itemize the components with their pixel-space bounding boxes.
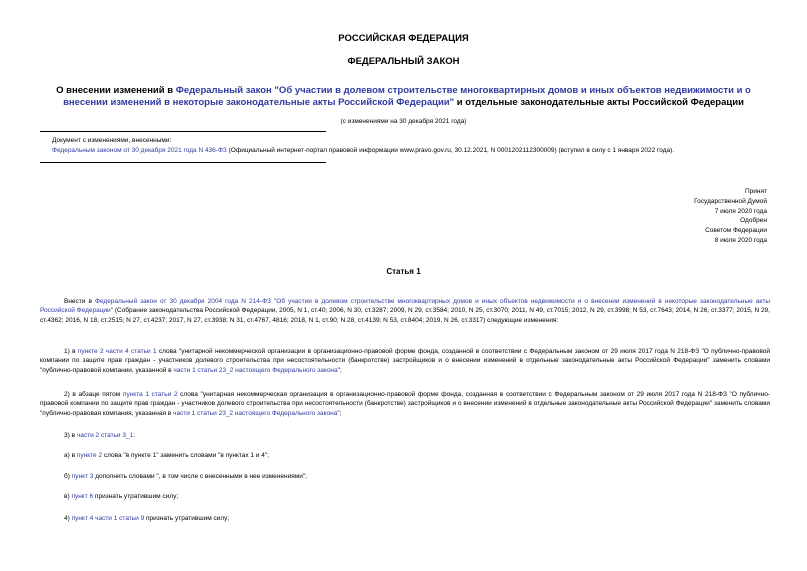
intro-text-2: (Собрание законодательства Российской Федерации, 2005, N 1, ст.40; 2006, N 30, ст.3287; 2009, N 29, ст.3584; 2010, N 25, ст.3070; 2011, N 49, ст.7015; 2012, N 29, ст.3998; N 53, ст.7643; 2014, N 26, ст.3377; 2015, N 29, ст.4362; 2016, N 18, ст.2515; N 27, ст.4237; 2017, N 27, ст.3938; N 31, ст.4767, 4816; 2018, N 1, ст.90; N 28, ст.4139; N 53, ст.8404; 2019, N 26, ст.3317) следующие изменения: — [40, 307, 770, 324]
p4-link-1[interactable]: пункт 4 части 1 статьи 9 — [71, 515, 145, 522]
divider-bottom — [40, 162, 326, 163]
amended-note: (с изменениями на 30 декабря 2021 года) — [340, 118, 467, 125]
law-title — [40, 85, 767, 109]
paragraph-3 — [40, 431, 770, 440]
pa-link-1[interactable]: пункте 2 — [76, 452, 103, 459]
adoption-line-4: Одобрен — [740, 217, 767, 225]
adoption-line-6: 8 июля 2020 года — [714, 236, 767, 244]
p2-link-1[interactable]: пункта 1 статьи 2 — [122, 391, 178, 398]
title-law-link[interactable]: Федеральный закон "Об участии в долевом строительстве многоквартирных домов и иных объектов недвижимости и о внесении изменений в некоторые законодательные акты Российской Федерации" — [63, 85, 751, 108]
paragraph-2 — [40, 390, 770, 418]
article-title: Статья 1 — [386, 267, 421, 276]
doc-note-rest: (Официальный интернет-портал правовой информации www.pravo.gov.ru, 30.12.2021, N 0001202112300009) (вступил в силу с 1 января 2022 года). — [226, 147, 675, 154]
document-changes-note — [52, 136, 772, 156]
p2-text-2: слова "унитарная некоммерческая организация в организационно-правовой форме фонда, созданная в соответствии с Федеральным законом от 29 июля 2017 года N 218-ФЗ "О публично-правовой компании по защите прав граждан - участников долевого строительства при несостоятельности (банкротстве) застройщиков и о внесении изменений в отдельные законодательные акты Российской Федерации" заменить словами "публично-правовая компания, указанная в — [40, 391, 770, 417]
paragraph-3a — [40, 451, 770, 460]
pc-text-1: в) — [64, 493, 72, 500]
pa-text-1: а) в — [64, 452, 77, 459]
p1-text-3: "; — [337, 366, 342, 374]
paragraph-4 — [40, 514, 770, 523]
p2-link-2[interactable]: части 1 статьи 23_2 настоящего Федерального закона — [173, 409, 338, 417]
pb-text-2: дополнить словами ", в том числе с внесенными в нее изменениями"; — [93, 473, 307, 480]
pb-link-1[interactable]: пункт 3 — [71, 473, 94, 480]
adoption-line-3: 7 июля 2020 года — [714, 207, 767, 215]
p4-text-2: признать утратившим силу; — [144, 515, 230, 522]
intro-law-link[interactable]: Федеральный закон от 30 декабря 2004 года N 214-ФЗ "Об участии в долевом строительстве многоквартирных домов и иных объектов недвижимости и о внесении изменений в некоторые законодательные акты Российской Федерации" — [40, 298, 770, 315]
title-suffix: и отдельные законодательные акты Российской Федерации — [454, 97, 744, 108]
paragraph-3c — [40, 492, 770, 501]
doc-note-line2 — [52, 146, 772, 156]
p1-text-1: 1) в — [64, 348, 78, 355]
p1-link-1[interactable]: пункте 2 части 4 статьи 1 — [77, 348, 157, 355]
adoption-line-1: Принят — [744, 188, 767, 195]
paragraph-1 — [40, 347, 770, 375]
law-type-heading: ФЕДЕРАЛЬНЫЙ ЗАКОН — [347, 56, 460, 67]
p2-text-1: 2) в абзаце пятом — [64, 391, 123, 398]
p1-link-2[interactable]: части 1 статьи 23_2 настоящего Федерального закона — [173, 366, 338, 374]
p1-text-2: слова "унитарной некоммерческой организации в организационно-правовой форме фонда, созданной в соответствии с Федеральным законом от 29 июля 2017 года N 218-ФЗ "О публично-правовой компании по защите прав граждан - участников долевого строительства при несостоятельности (банкротстве) застройщиков и о внесении изменений в отдельные законодательные акты Российской Федерации" заменить словами "публично-правовой компании, указанной в — [40, 348, 770, 374]
p4-text-1: 4) — [64, 515, 72, 522]
pb-text-1: б) — [64, 473, 72, 480]
pc-text-2: признать утратившим силу; — [93, 493, 179, 500]
adoption-block — [607, 187, 767, 246]
intro-text-1: Внести в — [64, 298, 95, 305]
title-prefix: О внесении изменений в — [56, 85, 176, 96]
pa-text-2: слова "в пункте 1" заменить словами "в пунктах 1 и 4"; — [102, 452, 270, 459]
paragraph-intro — [40, 297, 770, 325]
amending-law-link[interactable]: Федеральным законом от 30 декабря 2021 года N 436-ФЗ — [52, 147, 227, 154]
p3-text-1: 3) в — [64, 432, 77, 439]
paragraph-3b — [40, 472, 770, 481]
p2-text-3: "; — [337, 409, 342, 417]
adoption-line-2: Государственной Думой — [694, 197, 767, 205]
country-heading: РОССИЙСКАЯ ФЕДЕРАЦИЯ — [338, 33, 469, 44]
p3-link-1[interactable]: части 2 статьи 3_1 — [76, 432, 134, 439]
p3-text-2: : — [133, 432, 136, 439]
adoption-line-5: Советом Федерации — [705, 227, 767, 235]
doc-note-line1: Документ с изменениями, внесенными: — [52, 137, 172, 144]
divider-top — [40, 131, 326, 132]
pc-link-1[interactable]: пункт 6 — [71, 493, 94, 500]
